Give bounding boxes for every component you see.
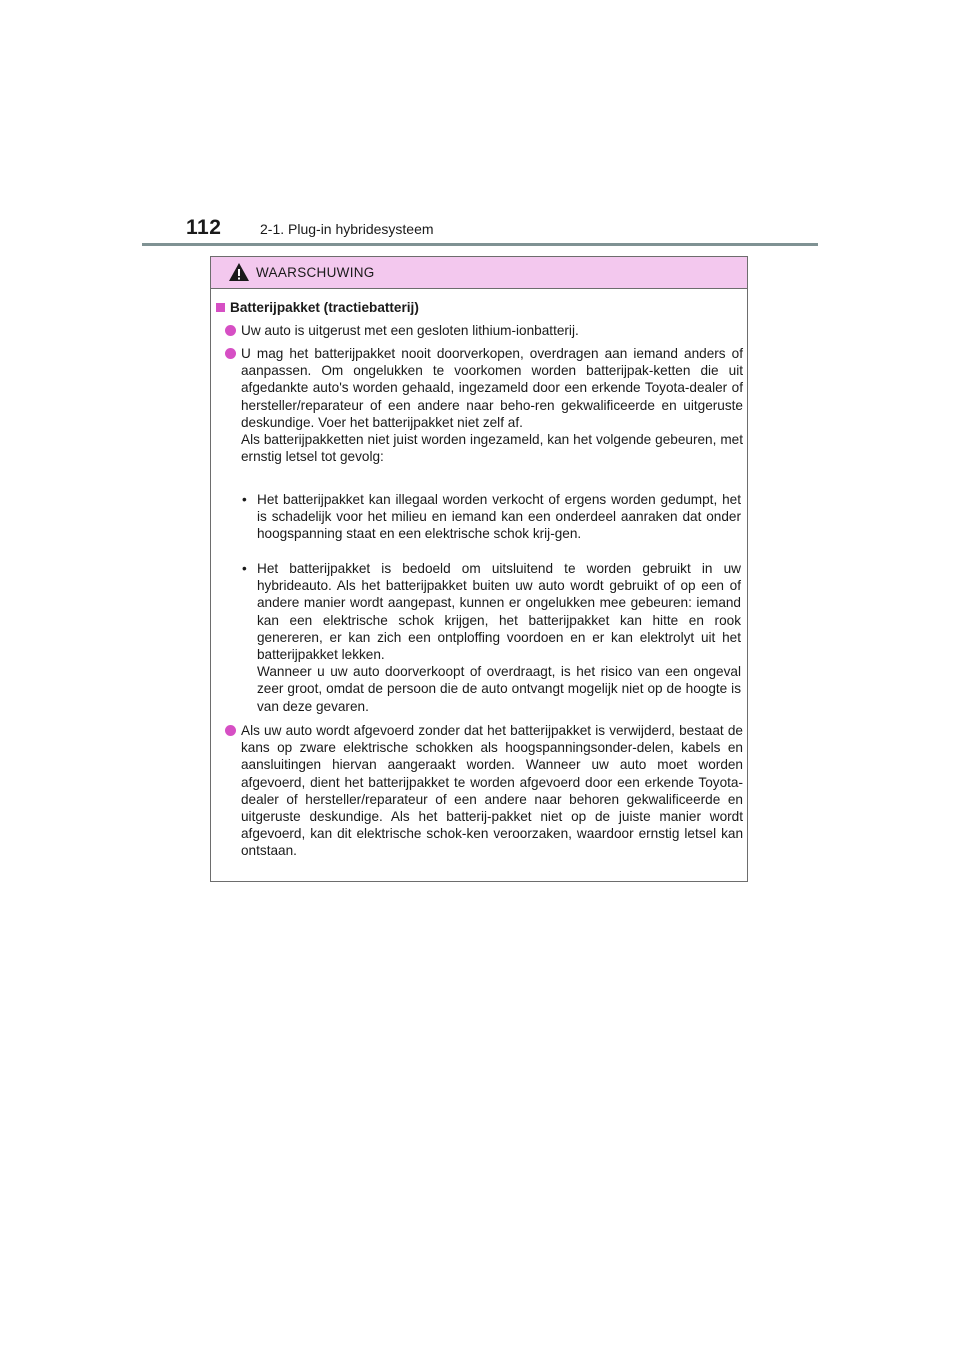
sub-bullet-mark: • [242,492,247,507]
sub-bullet-text-continued: Wanneer u uw auto doorverkoopt of overdraagt, is het risico van een ongeval zeer groot, omdat de persoon die de auto ontvangt mogelijk niet op de hoogte is van deze gevaren. [257,664,741,714]
list-item [241,345,743,465]
item-text-continued: Als batterijpakketten niet juist worden ingezameld, kan het volgende gebeuren, met ernstig letsel tot gevolg: [241,432,743,465]
sub-bullet-text: Het batterijpakket kan illegaal worden verkocht of ergens worden gedumpt, het is schadelijk voor het milieu en iemand kan een onderdeel aanraken dat onder hoogspanning staat en een elektrische schok krij-gen. [257,492,741,542]
circle-bullet-icon [225,348,236,359]
sub-bullet-item [242,560,741,715]
warning-box [210,256,748,882]
sub-bullet-mark: • [242,561,247,576]
item-text: Uw auto is uitgerust met een gesloten lithium-ionbatterij. [241,323,579,338]
heading-text: Batterijpakket (tractiebatterij) [230,300,419,315]
warning-header [211,257,747,289]
square-bullet-icon [216,303,225,312]
section-title: 2-1. Plug-in hybridesysteem [260,221,434,237]
item-text: U mag het batterijpakket nooit doorverkopen, overdragen aan iemand anders of aanpassen. Om ongelukken te voorkomen worden batterijpak-ketten die uit afgedankte auto's worden gehaald, ingezameld door een erkende Toyota-dealer of hersteller/reparateur of een andere naar beho-ren gekwalificeerde en uitgeruste deskundige. Voer het batterijpakket niet zelf af. [241,346,743,430]
warning-triangle-icon [228,262,250,282]
list-item [241,722,743,860]
circle-bullet-icon [225,325,236,336]
sub-bullet-text: Het batterijpakket is bedoeld om uitsluitend te worden gebruikt in uw hybrideauto. Als het batterijpakket buiten uw auto wordt gebruikt of op een of andere manier wordt aangepast, kunnen er ongelukken mee gebeuren: iemand kan een elektrische schok krijgen, het batterijpakket kan hitte en rook genereren, er kan zich een ontploffing voordoen en er kan elektrolyt uit het batterijpakket lekken. [257,561,741,663]
sub-bullet-item [242,491,741,543]
circle-bullet-icon [225,725,236,736]
item-text: Als uw auto wordt afgevoerd zonder dat het batterijpakket is verwijderd, bestaat de kans op zware elektrische schokken als hoogspanningsonder-delen, kabels en aansluitingen hiervan aangeraakt worden. Wanneer uw auto moet worden afgevoerd, dient het batterijpakket te worden afgevoerd door een erkende Toyota-dealer of hersteller/reparateur of een andere naar behoren gekwalificeerde en uitgeruste deskundige. Als het batterij-pakket niet op de juiste manier wordt afgevoerd, kan dit elektrische schok-ken veroorzaken, waardoor ernstig letsel kan ontstaan. [241,723,743,859]
warning-label: WAARSCHUWING [256,265,375,280]
header-divider [142,243,818,246]
warning-heading [216,299,419,316]
page-number: 112 [186,216,222,239]
list-item [241,322,743,339]
